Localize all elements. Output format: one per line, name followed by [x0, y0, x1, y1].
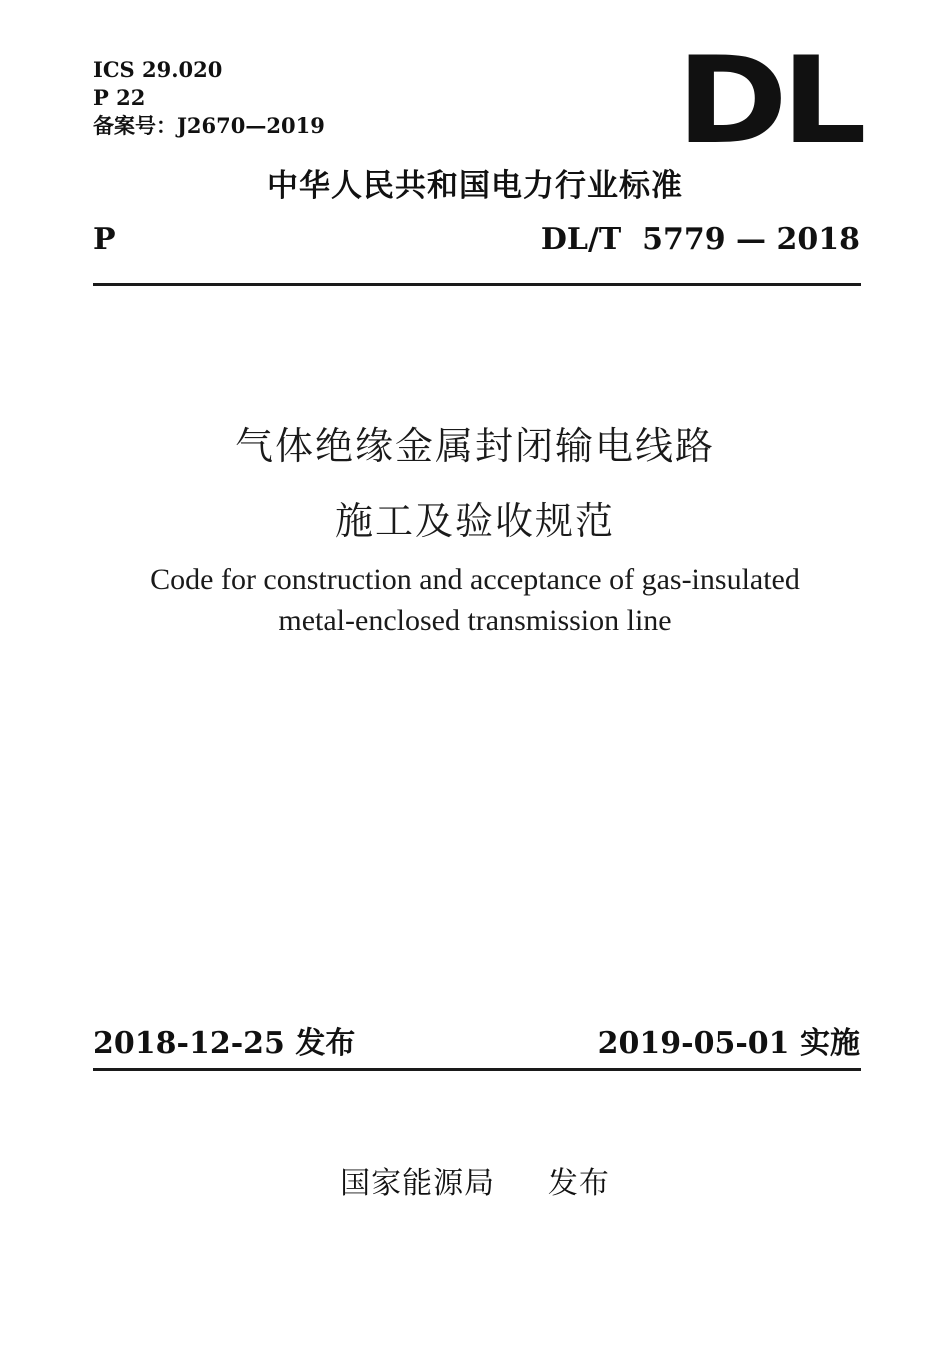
issue-label: 发布 — [295, 1026, 356, 1061]
classification-code: P 22 — [93, 85, 146, 110]
title-en-line1: Code for construction and acceptance of gas-insulated — [150, 563, 800, 596]
implementation-date — [598, 1018, 860, 1062]
top-divider — [93, 283, 861, 286]
record-number — [93, 115, 325, 137]
issue-date-value: 2018-12-25 — [93, 1026, 285, 1061]
title-cn-line1: 气体绝缘金属封闭输电线路 — [234, 424, 715, 468]
issue-date — [93, 1018, 355, 1062]
title-en-line2: metal-enclosed transmission line — [278, 604, 672, 637]
category-letter: P — [93, 222, 116, 257]
organization-title: 中华人民共和国电力行业标准 — [267, 168, 683, 204]
bottom-divider — [93, 1068, 861, 1071]
record-label: 备案号： — [93, 114, 177, 138]
implement-label: 实施 — [800, 1026, 860, 1061]
record-value: J2670—2019 — [177, 113, 325, 138]
ics-code: ICS 29.020 — [93, 57, 223, 82]
publisher: 国家能源局 发布 — [340, 1166, 610, 1201]
dl-logo: DL — [676, 32, 860, 171]
title-cn-line2: 施工及验收规范 — [334, 499, 615, 543]
standard-number: DL/T 5779 — 2018 — [540, 222, 860, 257]
implement-date-value: 2019-05-01 — [597, 1026, 790, 1061]
